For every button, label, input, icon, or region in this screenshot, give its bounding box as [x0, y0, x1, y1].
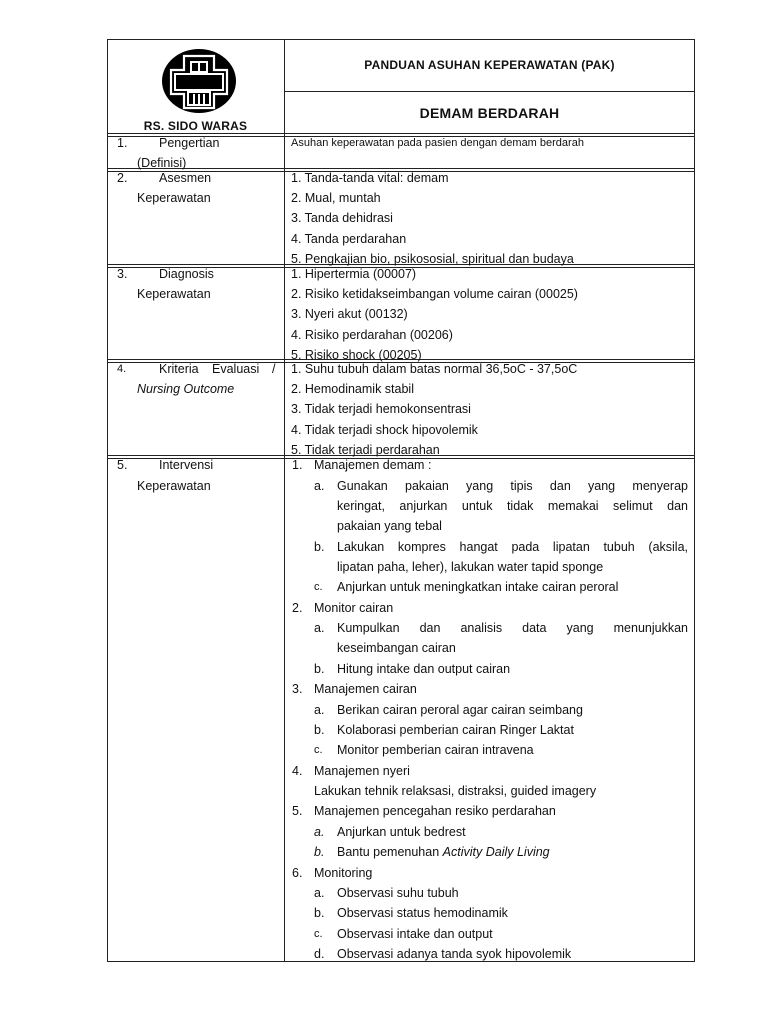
list-item: 5. Risiko shock (00205) [291, 348, 422, 362]
sub-marker: b. [314, 662, 325, 676]
definition-text: Asuhan keperawatan pada pasien dengan demam berdarah [291, 137, 584, 149]
list-item: 3. Nyeri akut (00132) [291, 307, 408, 321]
section-label: Keperawatan [137, 287, 211, 301]
section-number: 4. [117, 363, 127, 375]
section-label: Intervensi [159, 458, 214, 472]
intervention-line: Lakukan tehnik relaksasi, distraksi, guided imagery [314, 784, 597, 798]
intervention-line: Observasi status hemodinamik [337, 906, 508, 920]
list-item: 3. Tanda dehidrasi [291, 211, 393, 225]
intervention-line: Hitung intake dan output cairan [337, 662, 511, 676]
column-divider [284, 39, 285, 962]
sub-marker: a. [314, 825, 325, 839]
intervention-line: Monitor pemberian cairan intravena [337, 743, 534, 757]
sub-marker: a. [314, 479, 325, 493]
sub-marker: a. [314, 621, 325, 635]
intervention-line: lipatan paha, leher), lakukan water tapid sponge [337, 560, 604, 574]
sub-marker: b. [314, 906, 325, 920]
intervention-line: Kolaborasi pemberian cairan Ringer Laktat [337, 723, 574, 737]
section-label: (Definisi) [137, 156, 187, 170]
intervention-line: Observasi adanya tanda syok hipovolemik [337, 947, 572, 961]
intervention-line: pakaian yang tebal [337, 519, 442, 533]
intervention-line: keringat, anjurkan untuk tidak memakai selimut dan [337, 499, 688, 513]
intervention-line: Lakukan kompres hangat pada lipatan tubuh (aksila, [337, 540, 688, 554]
section-label: Evaluasi [212, 362, 260, 376]
list-item: 4. Tidak terjadi shock hipovolemik [291, 423, 478, 437]
section-number: 3. [117, 267, 128, 281]
list-item: 2. Hemodinamik stabil [291, 382, 414, 396]
sub-marker: b. [314, 540, 325, 554]
list-number: 1. [292, 458, 303, 472]
document-title: DEMAM BERDARAH [419, 105, 560, 121]
intervention-title: Manajemen pencegahan resiko perdarahan [314, 804, 556, 818]
intervention-title: Manajemen cairan [314, 682, 417, 696]
section-label: Pengertian [159, 136, 220, 150]
list-item: 1. Suhu tubuh dalam batas normal 36,5oC - 37,5oC [291, 362, 578, 376]
section-number: 1. [117, 136, 128, 150]
sub-marker: b. [314, 723, 325, 737]
list-number: 6. [292, 866, 303, 880]
section-label: / [272, 362, 276, 376]
list-number: 5. [292, 804, 303, 818]
intervention-text-italic: Activity Daily Living [442, 845, 550, 859]
section-label: Keperawatan [137, 191, 211, 205]
hospital-name: RS. SIDO WARAS [143, 119, 248, 133]
section-number: 2. [117, 171, 128, 185]
section-number: 5. [117, 458, 128, 472]
sub-marker: a. [314, 886, 325, 900]
section-label: Diagnosis [159, 267, 214, 281]
section-label: Asesmen [159, 171, 212, 185]
intervention-line: Berikan cairan peroral agar cairan seimbang [337, 703, 583, 717]
sub-marker: b. [314, 845, 325, 859]
list-item: 5. Pengkajian bio, psikososial, spiritual dan budaya [291, 252, 574, 266]
intervention-line: Anjurkan untuk bedrest [337, 825, 466, 839]
intervention-title: Monitoring [314, 866, 373, 880]
list-number: 3. [292, 682, 303, 696]
section-label: Nursing Outcome [137, 382, 235, 396]
list-item: 4. Risiko perdarahan (00206) [291, 328, 453, 342]
list-item: 4. Tanda perdarahan [291, 232, 407, 246]
intervention-line: Gunakan pakaian yang tipis dan yang menyerap [337, 479, 688, 493]
list-item: 1. Tanda-tanda vital: demam [291, 171, 449, 185]
list-number: 2. [292, 601, 303, 615]
intervention-title: Manajemen demam : [314, 458, 432, 472]
list-number: 4. [292, 764, 303, 778]
intervention-line: Kumpulkan dan analisis data yang menunjukkan [337, 621, 688, 635]
sub-marker: d. [314, 947, 325, 961]
list-item: 3. Tidak terjadi hemokonsentrasi [291, 402, 471, 416]
sub-marker: a. [314, 703, 325, 717]
hospital-cross-logo-icon [161, 48, 237, 114]
intervention-text: Bantu pemenuhan [337, 845, 440, 859]
sub-marker: c. [314, 744, 323, 756]
intervention-line [337, 842, 550, 863]
intervention-line: Anjurkan untuk meningkatkan intake cairan peroral [337, 580, 619, 594]
list-item: 1. Hipertermia (00007) [291, 267, 417, 281]
intervention-line: keseimbangan cairan [337, 641, 456, 655]
sub-marker: c. [314, 581, 323, 593]
document-type: PANDUAN ASUHAN KEPERAWATAN (PAK) [364, 58, 615, 72]
intervention-line: Observasi suhu tubuh [337, 886, 459, 900]
list-item: 5. Tidak terjadi perdarahan [291, 443, 440, 457]
intervention-title: Monitor cairan [314, 601, 394, 615]
section-label: Keperawatan [137, 479, 211, 493]
section-label: Kriteria [159, 362, 199, 376]
sub-marker: c. [314, 928, 323, 940]
intervention-line: Observasi intake dan output [337, 927, 493, 941]
list-item: 2. Mual, muntah [291, 191, 381, 205]
list-item: 2. Risiko ketidakseimbangan volume cairan (00025) [291, 287, 578, 301]
intervention-title: Manajemen nyeri [314, 764, 410, 778]
header-divider [284, 91, 695, 92]
